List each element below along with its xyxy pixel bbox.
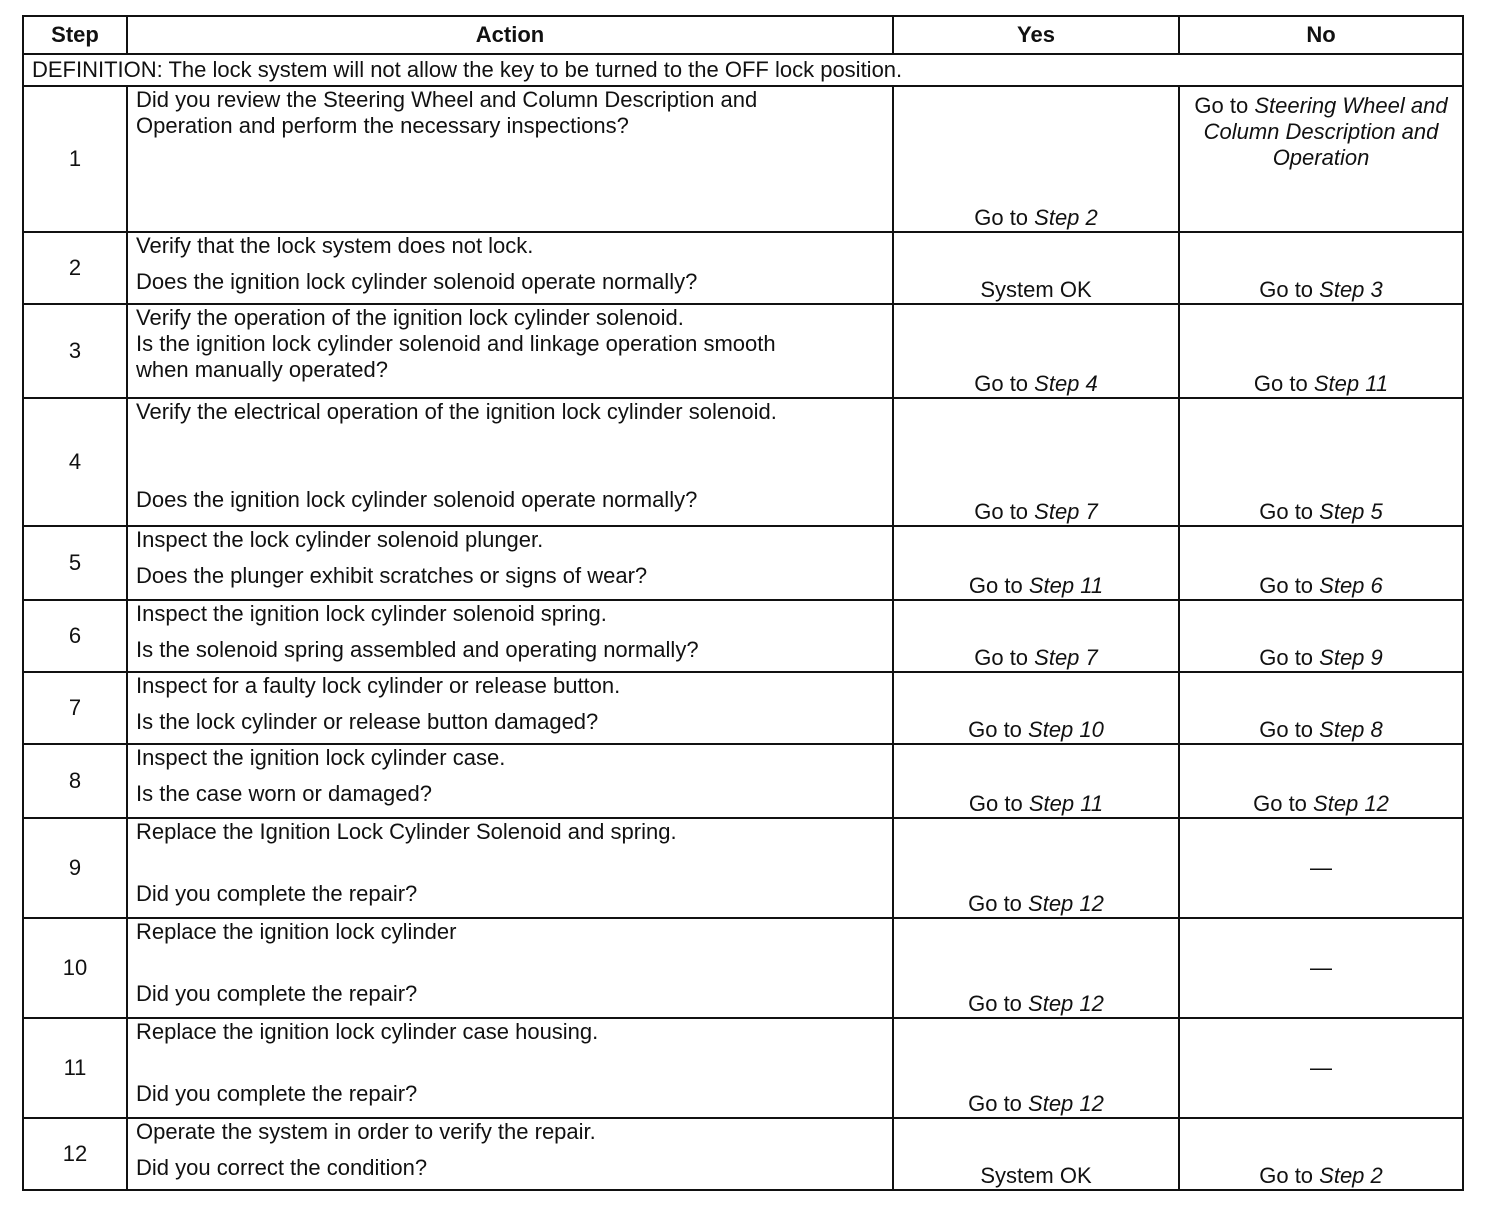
action-line: Is the lock cylinder or release button damaged? — [136, 709, 599, 734]
action-line: Does the ignition lock cylinder solenoid operate normally? — [136, 487, 698, 512]
no-prefix: Go to — [1259, 1163, 1320, 1188]
yes-result — [893, 86, 1179, 232]
yes-prefix: Go to — [974, 499, 1035, 524]
yes-step-link: Step 7 — [1034, 499, 1098, 524]
yes-result — [893, 304, 1179, 398]
step-number: 1 — [23, 86, 127, 232]
action-line: when manually operated? — [136, 357, 388, 382]
no-result — [1179, 86, 1463, 232]
table-row — [23, 232, 1463, 304]
diagnostic-table — [22, 15, 1464, 1191]
action-line: Inspect the ignition lock cylinder solenoid spring. — [136, 601, 607, 626]
action-line: Replace the ignition lock cylinder case housing. — [136, 1019, 599, 1044]
yes-result — [893, 1018, 1179, 1118]
step-action — [127, 86, 893, 232]
step-action — [127, 600, 893, 672]
yes-prefix: Go to — [968, 573, 1029, 598]
yes-prefix: Go to — [968, 991, 1029, 1016]
step-action — [127, 918, 893, 1018]
no-result — [1179, 672, 1463, 744]
yes-step-link: Step 12 — [1028, 891, 1104, 916]
yes-result — [893, 918, 1179, 1018]
action-line: Operation and perform the necessary inspections? — [136, 113, 629, 138]
step-number: 2 — [23, 232, 127, 304]
definition-text: DEFINITION: The lock system will not allow the key to be turned to the OFF lock position. — [23, 54, 1463, 86]
no-prefix: Go to — [1259, 645, 1320, 670]
action-line: Did you complete the repair? — [136, 1081, 418, 1106]
action-line: Does the ignition lock cylinder solenoid operate normally? — [136, 269, 698, 294]
step-number: 5 — [23, 526, 127, 600]
no-step-link: Step 12 — [1313, 791, 1389, 816]
header-step: Step — [23, 16, 127, 54]
no-prefix: Go to — [1253, 791, 1314, 816]
yes-prefix: Go to — [974, 371, 1035, 396]
table-row — [23, 744, 1463, 818]
step-action — [127, 744, 893, 818]
step-action — [127, 398, 893, 526]
yes-step-link: Step 11 — [1028, 791, 1104, 816]
no-result — [1179, 918, 1463, 1018]
step-action — [127, 1118, 893, 1190]
no-step-link: Step 6 — [1319, 573, 1383, 598]
no-step-link: Step 8 — [1319, 717, 1383, 742]
table-row — [23, 86, 1463, 232]
action-line: Did you complete the repair? — [136, 981, 418, 1006]
step-number: 10 — [23, 918, 127, 1018]
yes-result — [893, 232, 1179, 304]
action-line: Replace the ignition lock cylinder — [136, 919, 457, 944]
no-step-link: Step 5 — [1319, 499, 1383, 524]
table-row — [23, 398, 1463, 526]
no-result — [1179, 818, 1463, 918]
table-row — [23, 600, 1463, 672]
action-line: Operate the system in order to verify the repair. — [136, 1119, 596, 1144]
no-step-link: Step 3 — [1319, 277, 1383, 302]
yes-prefix: Go to — [974, 205, 1035, 230]
no-result — [1179, 232, 1463, 304]
action-line: Inspect the lock cylinder solenoid plunger. — [136, 527, 544, 552]
yes-step-link: Step 10 — [1028, 717, 1104, 742]
no-prefix: Go to — [1259, 717, 1320, 742]
yes-result — [893, 1118, 1179, 1190]
table-row — [23, 672, 1463, 744]
table-row — [23, 818, 1463, 918]
no-result — [1179, 1118, 1463, 1190]
no-step-link: Steering Wheel and Column Description and Operation — [1203, 93, 1448, 170]
action-line: Verify that the lock system does not lock. — [136, 233, 534, 258]
no-prefix: Go to — [1194, 93, 1255, 118]
no-result — [1179, 398, 1463, 526]
step-number: 4 — [23, 398, 127, 526]
table-row — [23, 1118, 1463, 1190]
yes-prefix: System OK — [980, 277, 1092, 302]
no-result — [1179, 526, 1463, 600]
table-row — [23, 1018, 1463, 1118]
no-result — [1179, 600, 1463, 672]
table-row — [23, 918, 1463, 1018]
header-no: No — [1179, 16, 1463, 54]
no-prefix: Go to — [1259, 499, 1320, 524]
step-number: 12 — [23, 1118, 127, 1190]
yes-prefix: System OK — [980, 1163, 1092, 1188]
yes-prefix: Go to — [968, 1091, 1029, 1116]
yes-result — [893, 398, 1179, 526]
step-action — [127, 304, 893, 398]
step-action — [127, 672, 893, 744]
step-action — [127, 818, 893, 918]
action-line: Inspect the ignition lock cylinder case. — [136, 745, 506, 770]
yes-prefix: Go to — [968, 791, 1029, 816]
step-number: 8 — [23, 744, 127, 818]
step-action — [127, 1018, 893, 1118]
yes-result — [893, 600, 1179, 672]
action-line: Verify the electrical operation of the ignition lock cylinder solenoid. — [136, 399, 777, 424]
no-result — [1179, 304, 1463, 398]
yes-prefix: Go to — [968, 891, 1029, 916]
action-line: Inspect for a faulty lock cylinder or release button. — [136, 673, 621, 698]
action-line: Did you review the Steering Wheel and Column Description and — [136, 87, 758, 112]
yes-prefix: Go to — [974, 645, 1035, 670]
step-number: 7 — [23, 672, 127, 744]
action-line: Replace the Ignition Lock Cylinder Solenoid and spring. — [136, 819, 677, 844]
yes-result — [893, 526, 1179, 600]
step-number: 11 — [23, 1018, 127, 1118]
no-result — [1179, 1018, 1463, 1118]
header-action: Action — [127, 16, 893, 54]
yes-result — [893, 672, 1179, 744]
step-number: 9 — [23, 818, 127, 918]
yes-result — [893, 818, 1179, 918]
table-row — [23, 304, 1463, 398]
no-result — [1179, 744, 1463, 818]
no-prefix: — — [1310, 1055, 1332, 1080]
table-row — [23, 526, 1463, 600]
action-line: Is the case worn or damaged? — [136, 781, 432, 806]
definition-row — [23, 54, 1463, 86]
action-line: Did you complete the repair? — [136, 881, 418, 906]
header-row — [23, 16, 1463, 54]
action-line: Verify the operation of the ignition lock cylinder solenoid. — [136, 305, 684, 330]
action-line: Does the plunger exhibit scratches or signs of wear? — [136, 563, 648, 588]
yes-step-link: Step 2 — [1034, 205, 1098, 230]
step-number: 6 — [23, 600, 127, 672]
yes-step-link: Step 11 — [1028, 573, 1104, 598]
no-step-link: Step 11 — [1313, 371, 1389, 396]
action-line: Did you correct the condition? — [136, 1155, 428, 1180]
yes-prefix: Go to — [968, 717, 1029, 742]
step-action — [127, 526, 893, 600]
no-prefix: — — [1310, 955, 1332, 980]
action-line: Is the solenoid spring assembled and operating normally? — [136, 637, 699, 662]
no-prefix: Go to — [1259, 573, 1320, 598]
no-prefix: Go to — [1259, 277, 1320, 302]
yes-step-link: Step 12 — [1028, 1091, 1104, 1116]
no-step-link: Step 2 — [1319, 1163, 1383, 1188]
action-line: Is the ignition lock cylinder solenoid and linkage operation smooth — [136, 331, 776, 356]
step-number: 3 — [23, 304, 127, 398]
yes-step-link: Step 7 — [1034, 645, 1098, 670]
no-prefix: — — [1310, 855, 1332, 880]
header-yes: Yes — [893, 16, 1179, 54]
no-step-link: Step 9 — [1319, 645, 1383, 670]
step-action — [127, 232, 893, 304]
no-prefix: Go to — [1253, 371, 1314, 396]
yes-step-link: Step 12 — [1028, 991, 1104, 1016]
yes-result — [893, 744, 1179, 818]
yes-step-link: Step 4 — [1034, 371, 1098, 396]
